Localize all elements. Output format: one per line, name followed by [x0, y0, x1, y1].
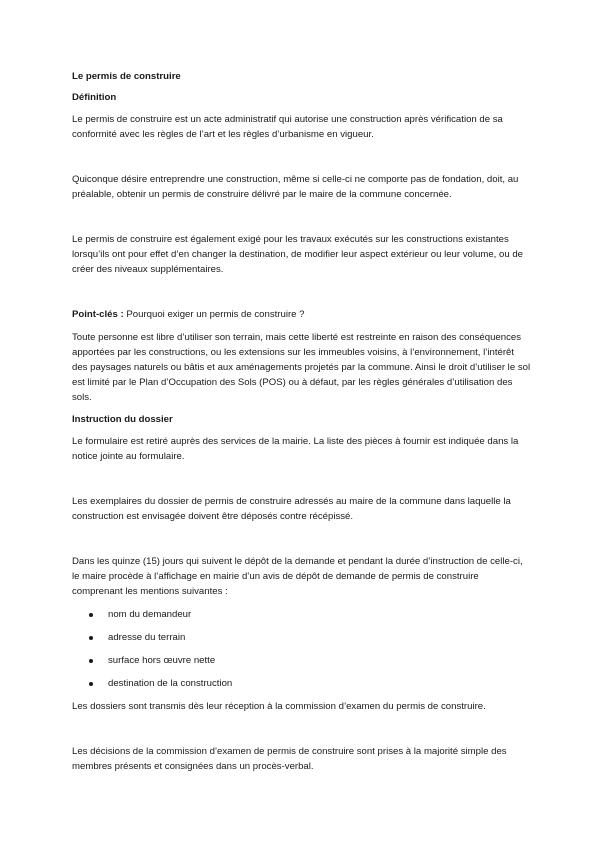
keypoints-label: Point-clés :	[72, 309, 124, 320]
list-item	[72, 630, 532, 645]
spacer	[72, 722, 532, 744]
spacer	[72, 150, 532, 172]
list-item	[72, 607, 532, 622]
list-item-text: surface hors œuvre nette	[108, 655, 216, 666]
heading-instruction: Instruction du dossier	[72, 414, 173, 425]
bullet-icon	[89, 636, 93, 640]
paragraph-instruction-3: Dans les quinze (15) jours qui suivent le dépôt de la demande et pendant la durée d’instruction de celle-ci, le maire procède à l’affichage en mairie d’un avis de dépôt de demande de permis de construire comprenant les mentions suivantes :	[72, 556, 523, 597]
keypoints-line	[72, 307, 532, 322]
spacer	[72, 285, 532, 307]
list-item-text: nom du demandeur	[108, 609, 192, 620]
bullet-icon	[89, 659, 93, 663]
heading-definition: Définition	[72, 92, 117, 103]
document-title: Le permis de construire	[72, 71, 181, 82]
paragraph-instruction-1: Le formulaire est retiré auprès des services de la mairie. La liste des pièces à fournir est indiquée dans la notice jointe au formulaire.	[72, 436, 519, 462]
list-item-text: destination de la construction	[108, 678, 233, 689]
paragraph-definition-2: Quiconque désire entreprendre une construction, même si celle-ci ne comporte pas de fondation, doit, au préalable, obtenir un permis de construire délivré par le maire de la commune concernée.	[72, 174, 519, 200]
spacer	[72, 210, 532, 232]
list-item-text: adresse du terrain	[108, 632, 186, 643]
paragraph-instruction-2: Les exemplaires du dossier de permis de construire adressés au maire de la commune dans laquelle la construction est envisagée doivent être déposés contre récépissé.	[72, 496, 511, 522]
bullet-icon	[89, 682, 93, 686]
spacer	[72, 532, 532, 554]
paragraph-keypoints: Toute personne est libre d’utiliser son terrain, mais cette liberté est restreinte en raison des conséquences apportées par les constructions, ou les extensions sur les immeubles voisins, à l’environnement, l’intérêt des paysages naturels ou bâtis et aux aménagements projetés par la commune. Ainsi le droit d’utiliser le sol est limité par le Plan d’Occupation des Sols (POS) ou à défaut, par les règles générales d’utilisation des sols.	[72, 332, 531, 403]
list-item	[72, 653, 532, 668]
bullet-icon	[89, 613, 93, 617]
paragraph-definition-1: Le permis de construire est un acte administratif qui autorise une construction après vérification de sa conformité avec les règles de l’art et les règles d’urbanisme en vigueur.	[72, 114, 503, 140]
paragraph-definition-3: Le permis de construire est également exigé pour les travaux exécutés sur les constructions existantes lorsqu’ils ont pour effet d’en changer la destination, de modifier leur aspect extérieur ou leur volume, ou de créer des niveaux supplémentaires.	[72, 234, 523, 275]
paragraph-closing-2: Les décisions de la commission d’examen de permis de construire sont prises à la majorité simple des membres présents et consignées dans un procès-verbal.	[72, 746, 507, 772]
document-body	[72, 70, 532, 782]
spacer	[72, 472, 532, 494]
list-item	[72, 676, 532, 691]
mentions-list	[72, 607, 532, 691]
paragraph-closing-1: Les dossiers sont transmis dès leur réception à la commission d’examen du permis de construire.	[72, 701, 486, 712]
keypoints-question: Pourquoi exiger un permis de construire ?	[123, 309, 305, 320]
